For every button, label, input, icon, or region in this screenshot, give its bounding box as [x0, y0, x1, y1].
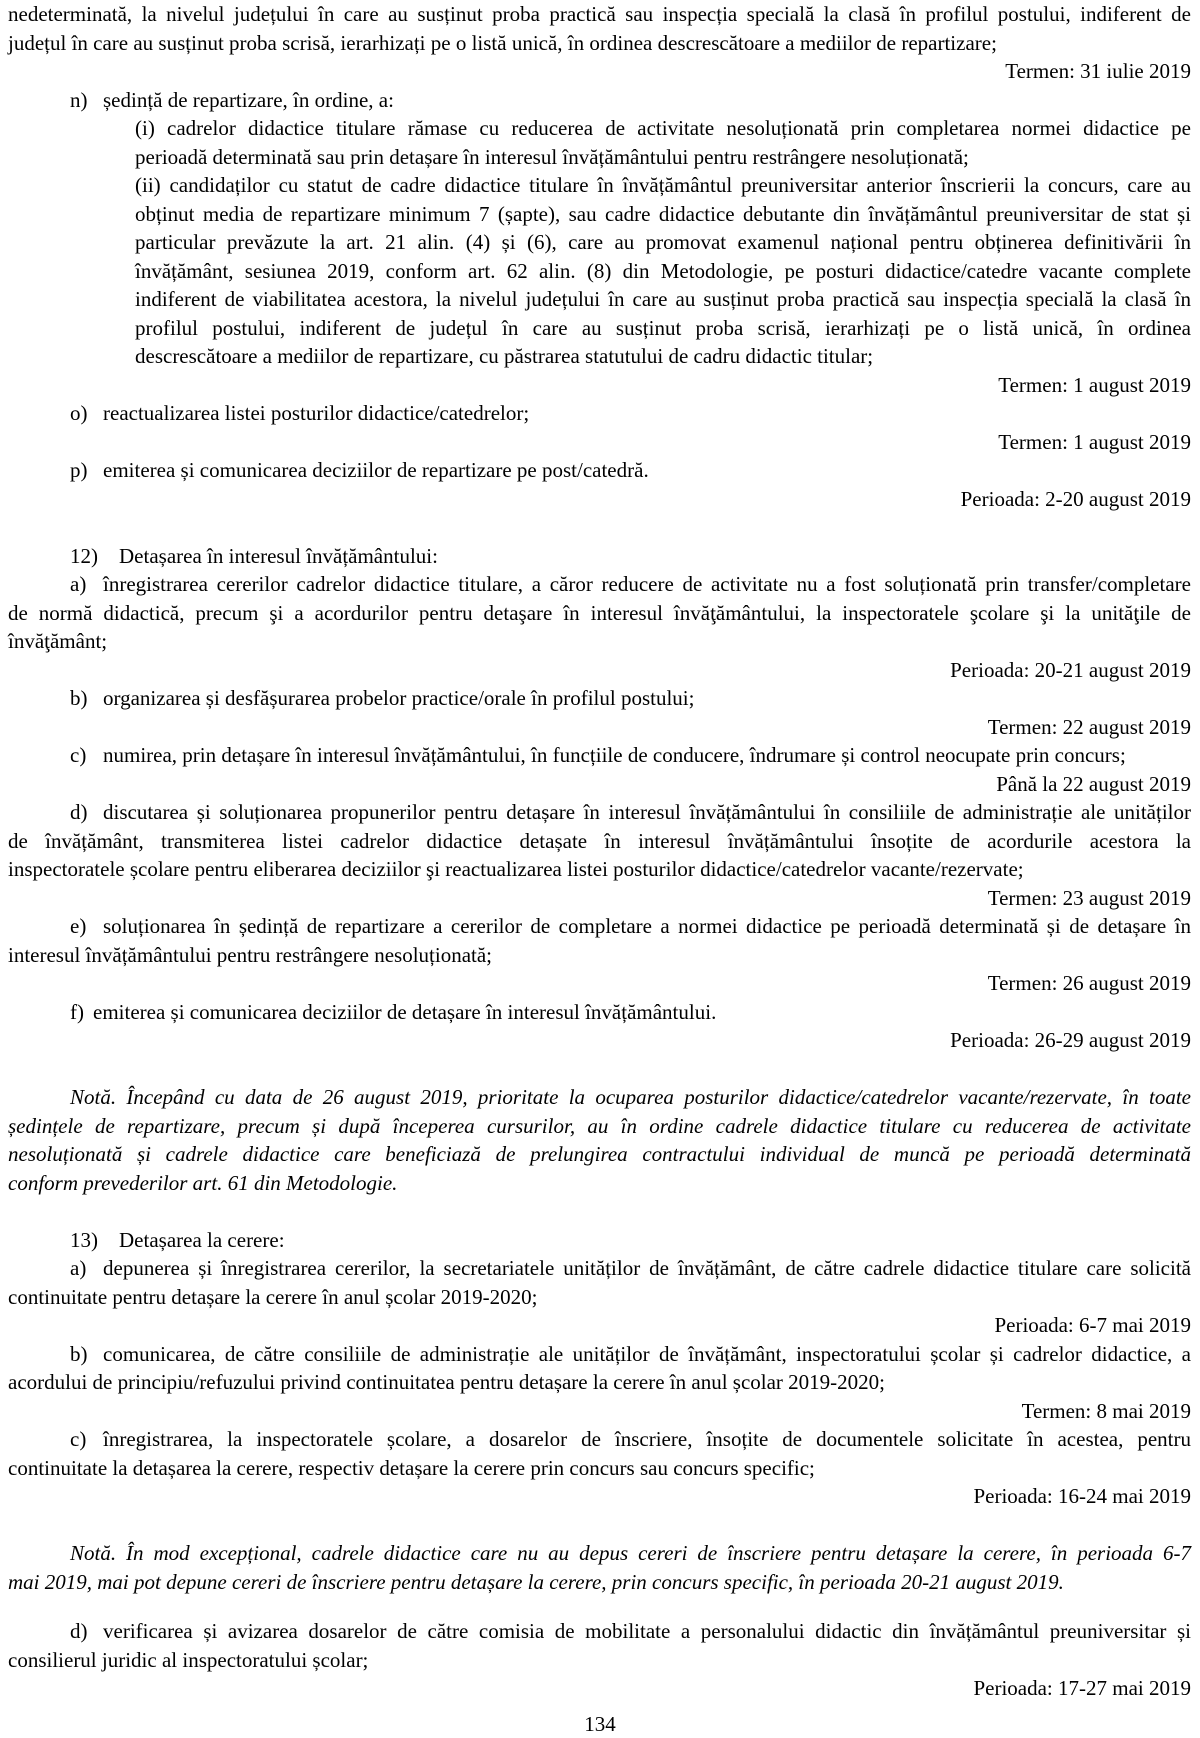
- section-13-item-d-line: [8, 1617, 1191, 1646]
- item-text: depunerea și înregistrarea cererilor, la secretariatele unităților de învățământ, de către cadrele didactice titulare care solicită: [103, 1256, 1191, 1280]
- item-marker: p): [70, 458, 88, 482]
- item-marker: b): [70, 686, 88, 710]
- section-12-item-c-line: [8, 741, 1191, 770]
- item-text: numirea, prin detașare în interesul învățământului, în funcțiile de conducere, îndrumare și control neocupate prin concurs;: [103, 743, 1126, 767]
- section-13-item-b-line: acordului de principiu/refuzului privind continuitatea pentru detașare la cerere în anul școlar 2019-2020;: [8, 1370, 886, 1394]
- deadline-text: Perioada: 2-20 august 2019: [960, 486, 1191, 511]
- item-text: emiterea și comunicarea deciziilor de detașare în interesul învățământului.: [93, 999, 717, 1024]
- deadline-text: Termen: 8 mai 2019: [1021, 1398, 1191, 1423]
- subitem-ii-line: obținut media de repartizare minimum 7 (șapte), sau cadre didactice debutante din învățământul preuniversitar de stat și: [135, 201, 1191, 226]
- deadline-text: Termen: 31 iulie 2019: [1005, 59, 1191, 83]
- note-line: mai 2019, mai pot depune cereri de înscriere pentru detașare la cerere, prin concurs specific, în perioada 20-21 august 2019.: [8, 1569, 1064, 1594]
- note-line: conform prevederilor art. 61 din Metodologie.: [8, 1170, 398, 1195]
- item-marker: a): [70, 572, 87, 596]
- subitem-ii-line: învățământ, sesiunea 2019, conform art. 62 alin. (8) din Metodologie, pe posturi didactice/catedre vacante complete: [135, 258, 1191, 283]
- subitem-ii-line: indiferent de viabilitatea acestora, la nivelul județului în care au susținut proba practică sau inspecția specială la clasă în: [135, 287, 1191, 311]
- note-line: nesoluționată și cadrele didactice care beneficiază de prelungirea contractului individual de muncă pe perioadă determinată: [8, 1142, 1191, 1166]
- item-marker: o): [70, 401, 88, 425]
- deadline-text: Termen: 22 august 2019: [987, 714, 1191, 739]
- paragraph-gap: [8, 1596, 1191, 1617]
- section-12-item-d-line: [8, 798, 1191, 827]
- section-12-item-d-line: de învățământ, transmiterea listei cadrelor didactice detașate în interesul învățământului însoțite de acordurile acestora la: [8, 828, 1191, 853]
- section-heading-text: Detașarea la cerere:: [119, 1227, 285, 1252]
- section-12-item-a-line: de normă didactică, precum şi a acordurilor pentru detaşare în interesul învăţământului, la inspectoratele şcolare şi la unităţile de: [8, 600, 1191, 625]
- deadline-text: Perioada: 26-29 august 2019: [950, 1028, 1191, 1052]
- paragraph-gap: [8, 1197, 1191, 1226]
- continuation-line: județul în care au susținut proba scrisă, ierarhizați pe o listă unică, în ordinea descrescătoare a mediilor de repartizare;: [8, 30, 997, 55]
- item-marker: d): [70, 800, 88, 824]
- item-text: înregistrarea, la inspectoratele școlare, a dosarelor de înscriere, însoțite de documentele solicitate în acestea, pentru: [103, 1427, 1191, 1451]
- section-13-item-c-line: [8, 1425, 1191, 1454]
- subitem-ii-line: particular prevăzute la art. 21 alin. (4) și (6), care au promovat examenul național pentru obținerea definitivării în: [135, 230, 1191, 254]
- continuation-line: nedeterminată, la nivelul județului în care au susținut proba practică sau inspecția specială la clasă în profilul postului, indiferent de: [8, 2, 1191, 26]
- item-text: discutarea și soluționarea propunerilor pentru detașare în interesul învățământului în consiliile de administrație ale unităților: [103, 800, 1191, 824]
- item-n-line: [8, 86, 1191, 115]
- section-12-item-a-line: învăţământ;: [8, 629, 108, 653]
- deadline-text: Până la 22 august 2019: [996, 771, 1191, 796]
- item-marker: a): [70, 1256, 87, 1280]
- section-13-item-d-line: consilierul juridic al inspectoratului școlar;: [8, 1647, 369, 1672]
- section-12-item-b-line: [8, 684, 1191, 713]
- deadline-text: Termen: 23 august 2019: [987, 885, 1191, 910]
- subitem-i-line: perioadă determinată sau prin detașare în interesul învățământului pentru restrângere nesoluționată;: [135, 144, 969, 169]
- subitem-ii-line: (ii) candidaților cu statut de cadre didactice titulare în învățământul preuniversitar anterior înscrierii la concurs, care au: [135, 173, 1191, 197]
- deadline-text: Perioada: 6-7 mai 2019: [994, 1313, 1191, 1337]
- section-13-heading: [8, 1226, 1191, 1255]
- section-number: 12): [70, 543, 98, 568]
- deadline-text: Termen: 1 august 2019: [998, 429, 1191, 454]
- item-o-line: [8, 399, 1191, 428]
- deadline-text: Perioada: 20-21 august 2019: [950, 657, 1191, 682]
- item-marker: b): [70, 1341, 88, 1366]
- item-p-line: [8, 456, 1191, 485]
- item-marker: f): [70, 999, 84, 1024]
- item-text: ședință de repartizare, în ordine, a:: [103, 87, 394, 112]
- item-text: înregistrarea cererilor cadrelor didactice titulare, a căror reducere de activitate nu a fost soluționată prin transfer/completare: [103, 572, 1191, 596]
- item-text: emiterea și comunicarea deciziilor de repartizare pe post/catedră.: [103, 458, 649, 482]
- section-13-item-a-line: continuitate pentru detașare la cerere în anul școlar 2019-2020;: [8, 1284, 538, 1309]
- item-text: reactualizarea listei posturilor didactice/catedrelor;: [103, 401, 530, 425]
- item-marker: n): [70, 87, 88, 112]
- page-number: 134: [584, 1712, 616, 1736]
- section-13-item-a-line: [8, 1254, 1191, 1283]
- item-text: soluționarea în ședință de repartizare a cererilor de completare a normei didactice pe perioadă determinată și de detașare în: [103, 914, 1191, 938]
- section-12-item-e-line: [8, 912, 1191, 941]
- section-12-heading: [8, 542, 1191, 571]
- deadline-text: Termen: 26 august 2019: [987, 971, 1191, 995]
- note-line: ședințele de repartizare, precum și după începerea cursurilor, au în ordine cadrele didactice titulare cu reducerea de activitate: [8, 1113, 1191, 1138]
- item-marker: e): [70, 914, 87, 938]
- paragraph-gap: [8, 1511, 1191, 1540]
- note-line: Notă. În mod excepțional, cadrele didactice care nu au depus cereri de înscriere pentru detașare la cerere, în perioada 6-7: [70, 1541, 1191, 1565]
- subitem-ii-line: descrescătoare a mediilor de repartizare, cu păstrarea statutului de cadru didactic titular;: [135, 344, 874, 368]
- item-marker: c): [70, 1427, 87, 1451]
- section-12-item-f-line: [8, 998, 1191, 1027]
- subitem-i-line: (i) cadrelor didactice titulare rămase cu reducerea de activitate nesoluționată prin completarea normei didactice pe: [135, 116, 1191, 140]
- paragraph-gap: [8, 1055, 1191, 1084]
- deadline-text: Termen: 1 august 2019: [998, 372, 1191, 397]
- section-13-item-b-line: [8, 1340, 1191, 1369]
- deadline-text: Perioada: 17-27 mai 2019: [973, 1676, 1191, 1701]
- section-number: 13): [70, 1227, 98, 1252]
- section-12-item-a-line: [8, 570, 1191, 599]
- section-13-item-c-line: continuitate la detașarea la cerere, respectiv detașare la cerere prin concurs sau concurs specific;: [8, 1455, 815, 1480]
- subitem-ii-line: profilul postului, indiferent de județul în care au susținut proba scrisă, ierarhizați pe o listă unică, în ordinea: [135, 315, 1191, 340]
- note-line: Notă. Începând cu data de 26 august 2019, prioritate la ocuparea posturilor didactice/catedrelor vacante/rezervate, în toate: [70, 1085, 1191, 1109]
- section-12-item-e-line: interesul învățământului pentru restrângere nesoluționată;: [8, 942, 493, 967]
- item-marker: c): [70, 743, 87, 767]
- deadline-text: Perioada: 16-24 mai 2019: [973, 1484, 1191, 1508]
- item-text: verificarea și avizarea dosarelor de către comisia de mobilitate a personalului didactic din învățământul preuniversitar și: [103, 1619, 1191, 1644]
- section-heading-text: Detașarea în interesul învățământului:: [119, 543, 438, 568]
- item-marker: d): [70, 1619, 88, 1644]
- item-text: organizarea și desfășurarea probelor practice/orale în profilul postului;: [103, 686, 695, 710]
- section-12-item-d-line: inspectoratele școlare pentru eliberarea deciziilor şi reactualizarea listei posturilor didactice/catedrelor vacante/rezervate;: [8, 857, 1024, 881]
- item-text: comunicarea, de către consiliile de administrație ale unităților de învățământ, inspectoratului școlar și cadrelor didactice, a: [103, 1341, 1191, 1366]
- paragraph-gap: [8, 513, 1191, 542]
